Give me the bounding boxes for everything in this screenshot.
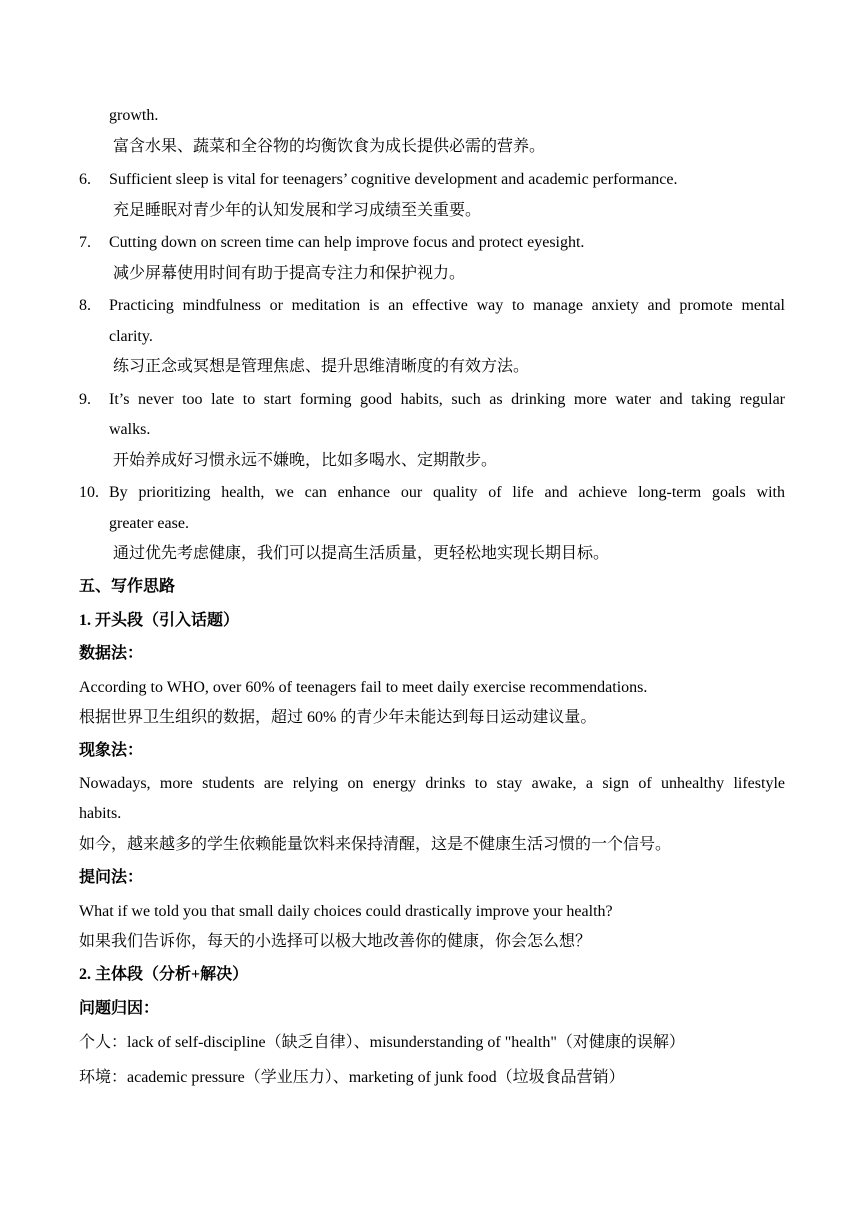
item-6-number: 6. <box>79 171 91 188</box>
item-7-zh: 减少屏幕使用时间有助于提高专注力和保护视力。 <box>113 265 466 282</box>
item-5-zh: 富含水果、蔬菜和全谷物的均衡饮食为成长提供必需的营养。 <box>113 138 546 155</box>
environment-factors: 环境：academic pressure（学业压力）、marketing of junk food（垃圾食品营销） <box>79 1069 625 1086</box>
item-6-zh: 充足睡眠对青少年的认知发展和学习成绩至关重要。 <box>113 202 482 219</box>
item-10-zh: 通过优先考虑健康，我们可以提高生活质量，更轻松地实现长期目标。 <box>113 545 610 562</box>
attribution-label: 问题归因： <box>79 1000 160 1017</box>
item-9-zh: 开始养成好习惯永远不嫌晚，比如多喝水、定期散步。 <box>113 452 498 469</box>
item-10-en-line-2: greater ease. <box>109 515 189 532</box>
question-method-label: 提问法： <box>79 869 144 886</box>
part-2-heading <box>79 965 785 985</box>
item-7-en: Cutting down on screen time can help improve focus and protect eyesight. <box>109 234 585 251</box>
question-method-zh: 如果我们告诉你，每天的小选择可以极大地改善你的健康，你会怎么想？ <box>79 933 592 950</box>
item-9-en-line-2: walks. <box>109 421 151 438</box>
part-1-heading <box>79 611 785 631</box>
personal-factors: 个人：lack of self-discipline（缺乏自律）、misunderstanding of "health"（对健康的误解） <box>79 1034 685 1051</box>
phenomenon-method-en-line-2: habits. <box>79 805 122 822</box>
data-method-zh: 根据世界卫生组织的数据，超过 60% 的青少年未能达到每日运动建议量。 <box>79 709 597 726</box>
phenomenon-method-zh: 如今，越来越多的学生依赖能量饮料来保持清醒，这是不健康生活习惯的一个信号。 <box>79 836 672 853</box>
phenomenon-method-label: 现象法： <box>79 742 144 759</box>
data-method-label: 数据法： <box>79 645 144 662</box>
part-1-heading-text: 开头段（引入话题） <box>95 612 240 629</box>
item-7-number: 7. <box>79 234 91 251</box>
item-10-number: 10. <box>79 484 99 501</box>
item-5-en-tail: growth. <box>109 107 159 124</box>
item-8-en-line-2: clarity. <box>109 328 153 345</box>
item-6-en: Sufficient sleep is vital for teenagers’ cognitive development and academic performance. <box>109 171 678 188</box>
item-8-zh: 练习正念或冥想是管理焦虑、提升思维清晰度的有效方法。 <box>113 358 530 375</box>
item-9-number: 9. <box>79 391 91 408</box>
item-8-number: 8. <box>79 297 91 314</box>
item-10-en-line-1: By prioritizing health, we can enhance our quality of life and achieve long-term goals with <box>109 484 785 501</box>
data-method-en: According to WHO, over 60% of teenagers fail to meet daily exercise recommendations. <box>79 679 648 696</box>
part-2-heading-text: 主体段（分析+解决） <box>95 966 249 983</box>
question-method-en: What if we told you that small daily choices could drastically improve your health? <box>79 903 613 920</box>
phenomenon-method-en-line-1: Nowadays, more students are relying on energy drinks to stay awake, a sign of unhealthy lifestyle <box>79 775 785 792</box>
item-9-en-line-1: It’s never too late to start forming good habits, such as drinking more water and taking regular <box>109 391 785 408</box>
part-2-heading-number: 2. <box>79 966 91 983</box>
section-title: 五、写作思路 <box>79 578 176 595</box>
part-1-heading-number: 1. <box>79 612 91 629</box>
item-8-en-line-1: Practicing mindfulness or meditation is an effective way to manage anxiety and promote mental <box>109 297 785 314</box>
